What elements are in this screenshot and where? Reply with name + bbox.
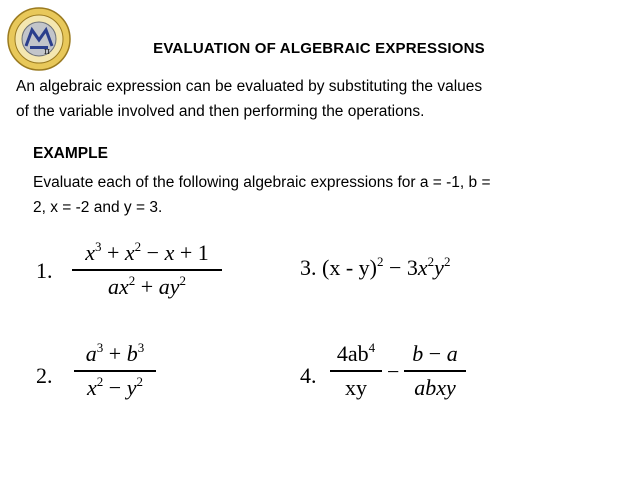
intro-paragraph [16, 74, 626, 124]
problem-2-fraction [74, 341, 156, 401]
problem-4-term2 [404, 341, 466, 401]
problem-4-term1 [330, 341, 382, 401]
problem-1-label: 1. [36, 258, 53, 283]
intro-line-1: An algebraic expression can be evaluated by substituting the values [16, 78, 483, 95]
problem-3 [300, 255, 450, 281]
svg-text:π: π [44, 47, 50, 57]
school-seal-logo [6, 6, 72, 72]
fraction-bar [74, 370, 156, 372]
problem-4-term1-numerator: $4ab^4$ [336, 340, 376, 366]
intro-line-2: of the variable involved and then performing the operations. [16, 103, 425, 120]
problem-3-label: 3. [300, 255, 317, 280]
example-heading: EXAMPLE [33, 145, 108, 162]
example-line-2: 2, x = -2 and y = 3. [33, 199, 163, 216]
problem-4-label: 4. [300, 363, 317, 388]
example-instructions [33, 170, 623, 220]
problem-4-term2-numerator: b − a [412, 341, 458, 366]
problem-2-denominator: $x^2 - y^2$ [87, 373, 143, 400]
example-line-1: Evaluate each of the following algebraic expressions for a = -1, b = [33, 174, 491, 191]
problem-2-numerator: $a^3 + b^3$ [85, 340, 145, 366]
problem-4-term2-denominator: abxy [414, 374, 456, 400]
page-title: EVALUATION OF ALGEBRAIC EXPRESSIONS [153, 40, 485, 57]
problem-1-fraction [72, 240, 222, 300]
fraction-bar [72, 269, 222, 271]
problem-4-term1-denominator: xy [345, 374, 367, 400]
problem-3-expression: $(x - y)^2 - 3x^2y^2$ [322, 254, 451, 280]
problem-4-operator: − [387, 359, 400, 384]
fraction-bar [330, 370, 382, 372]
fraction-bar [404, 370, 466, 372]
problem-2-label: 2. [36, 363, 53, 388]
problem-1-denominator: $ax^2 + ay^2$ [108, 272, 186, 299]
problem-1-numerator: $x^3 + x^2 - x + 1$ [85, 239, 209, 265]
